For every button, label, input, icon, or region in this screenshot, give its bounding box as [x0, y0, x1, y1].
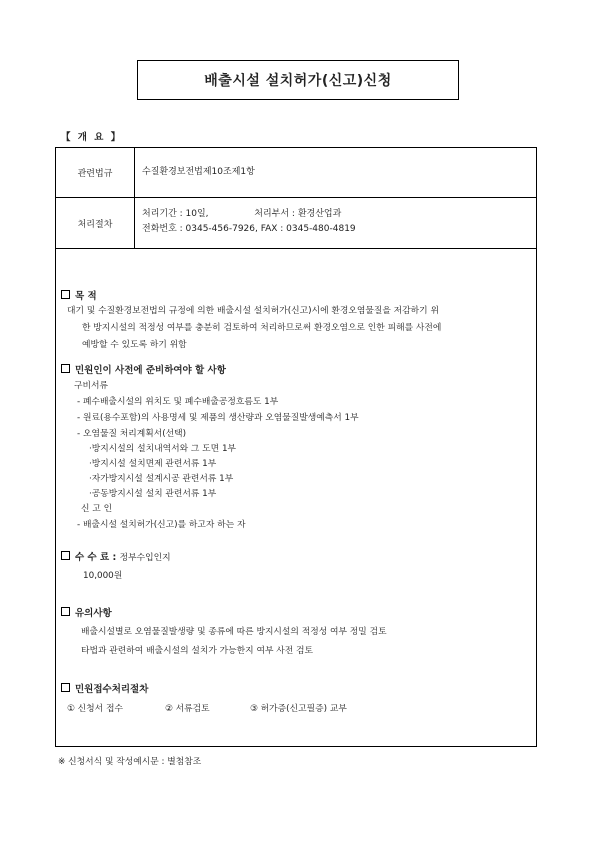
procedure-heading: 민원접수처리절차 [61, 681, 148, 695]
checkbox-square-icon [61, 683, 70, 692]
prep-line: - 폐수배출시설의 위치도 및 폐수배출공정흐름도 1부 [77, 397, 279, 407]
prep-line: 신 고 인 [81, 504, 113, 514]
footnote: ※ 신청서식 및 작성예시문 : 별첨참조 [58, 757, 202, 767]
prep-line: - 배출시설 설치허가(신고)를 하고자 하는 자 [77, 520, 246, 530]
checkbox-square-icon [61, 290, 70, 299]
purpose-line: 예방할 수 있도록 하기 위함 [82, 340, 187, 350]
content-frame [55, 147, 537, 747]
fee-amount: 10,000원 [83, 571, 123, 581]
document-title [137, 60, 459, 100]
prep-line: - 오염물질 처리계획서(선택) [77, 429, 187, 439]
caution-heading: 유의사항 [61, 605, 112, 619]
checkbox-square-icon [61, 607, 70, 616]
process-label: 처리절차 [56, 198, 135, 248]
overview-label: 【 개 요 】 [61, 132, 123, 143]
prep-line: ·공동방지시설 설치 관련서류 1부 [89, 489, 217, 499]
fee-note: 정부수입인지 [119, 553, 171, 563]
process-contact: 전화번호 : 0345-456-7926, FAX : 0345-480-4819 [142, 224, 356, 234]
procedure-step: ② 서류검토 [165, 704, 210, 714]
prep-line: ·방지시설 설치면제 관련서류 1부 [89, 459, 217, 469]
title-text: 배출시설 설치허가(신고)신청 [204, 73, 392, 89]
process-value [142, 207, 356, 237]
scope-row [56, 148, 536, 198]
procedure-step: ① 신청서 접수 [67, 704, 123, 714]
procedure-step: ③ 허가증(신고필증) 교부 [250, 704, 347, 714]
purpose-heading: 목 적 [61, 288, 97, 302]
process-row [56, 198, 536, 249]
checkbox-square-icon [61, 551, 70, 560]
prep-heading: 민원인이 사전에 준비하여야 할 사항 [61, 362, 226, 376]
process-department: 처리부서 : 환경산업과 [254, 209, 342, 219]
prep-line: 구비서류 [74, 381, 108, 391]
prep-line: ·방지시설의 설치내역서와 그 도면 1부 [89, 444, 237, 454]
prep-line: - 원료(용수포함)의 사용명세 및 제품의 생산량과 오염물질발생예측서 1부 [77, 413, 359, 423]
scope-label: 관련법규 [56, 148, 135, 197]
checkbox-square-icon [61, 364, 70, 373]
scope-value: 수질환경보전법제10조제1항 [142, 167, 255, 177]
fee-heading: 수 수 료 : 정부수입인지 [61, 549, 171, 563]
purpose-line: 대기 및 수질환경보전법의 규정에 의한 배출시설 설치허가(신고)시에 환경오염물질을 저감하기 위 [67, 306, 439, 316]
purpose-line: 한 방지시설의 적정성 여부를 충분히 검토하여 처리하므로써 환경오염으로 인한 피해를 사전에 [82, 323, 442, 333]
caution-line: 타법과 관련하여 배출시설의 설치가 가능한지 여부 사전 검토 [81, 646, 314, 656]
prep-line: ·자가방지시설 설계시공 관련서류 1부 [89, 474, 234, 484]
process-period: 처리기간 : 10일, [142, 209, 209, 219]
caution-line: 배출시설별로 오염물질발생량 및 종류에 따른 방지시설의 적정성 여부 정밀 검토 [81, 627, 387, 637]
